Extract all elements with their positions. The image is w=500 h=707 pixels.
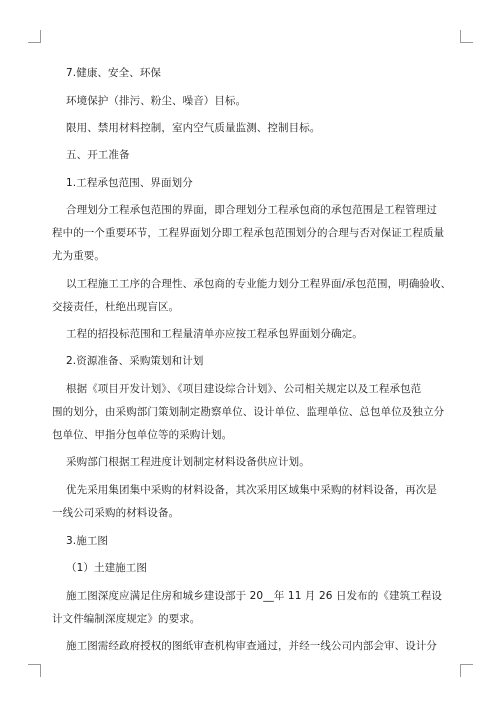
paragraph-line: 交接责任，杜绝出现盲区。	[52, 301, 180, 313]
paragraph-line: 施工图需经政府授权的图纸审查机构审查通过，并经一线公司内部会审、设计分	[66, 640, 437, 652]
paragraph-line: 根据《项目开发计划》、《项目建设综合计划》、公司相关规定以及工程承包范	[66, 383, 422, 395]
section-heading: 2.资源准备、采购策划和计划	[66, 355, 204, 367]
crop-mark-top-left	[28, 30, 41, 43]
paragraph-line: 采购部门根据工程进度计划制定材料设备供应计划。	[66, 456, 310, 468]
crop-mark-bottom-right	[460, 664, 473, 677]
subsection-heading: （1）土建施工图	[66, 562, 147, 574]
paragraph-line: 以工程施工工序的合理性、承包商的专业能力划分工程界面/承包范围，明确验收、	[66, 278, 452, 290]
crop-mark-bottom-left	[28, 664, 41, 677]
paragraph-line: 尤为重要。	[52, 250, 105, 262]
section-heading: 7.健康、安全、环保	[66, 67, 162, 79]
paragraph-line: 限用、禁用材料控制，室内空气质量监测、控制目标。	[66, 122, 321, 134]
paragraph-line: 施工图深度应满足住房和城乡建设部于 20__年 11 月 26 日发布的《建筑工程设	[66, 590, 442, 602]
paragraph-line: 优先采用集团集中采购的材料设备，其次采用区域集中采购的材料设备，再次是	[66, 484, 437, 496]
chapter-heading: 五、开工准备	[66, 149, 130, 161]
paragraph-line: 合理划分工程承包范围的界面，即合理划分工程承包商的承包范围是工程管理过	[66, 204, 437, 216]
paragraph-line: 计文件编制深度规定》的要求。	[52, 613, 201, 625]
section-heading: 1.工程承包范围、界面划分	[66, 177, 193, 189]
crop-mark-top-right	[460, 30, 473, 43]
paragraph-line: 一线公司采购的材料设备。	[52, 507, 180, 519]
paragraph-line: 程中的一个重要环节，工程界面划分即工程承包范围划分的合理与否对保证工程质量	[52, 227, 445, 239]
paragraph-line: 工程的招投标范围和工程量清单亦应按工程承包界面划分确定。	[66, 328, 363, 340]
paragraph-line: 包单位、甲指分包单位等的采购计划。	[52, 429, 233, 441]
paragraph-line: 环境保护（排污、粉尘、噪音）目标。	[66, 95, 247, 107]
paragraph-line: 围的划分，由采购部门策划制定勘察单位、设计单位、监理单位、总包单位及独立分	[52, 406, 445, 418]
section-heading: 3.施工图	[66, 535, 109, 547]
